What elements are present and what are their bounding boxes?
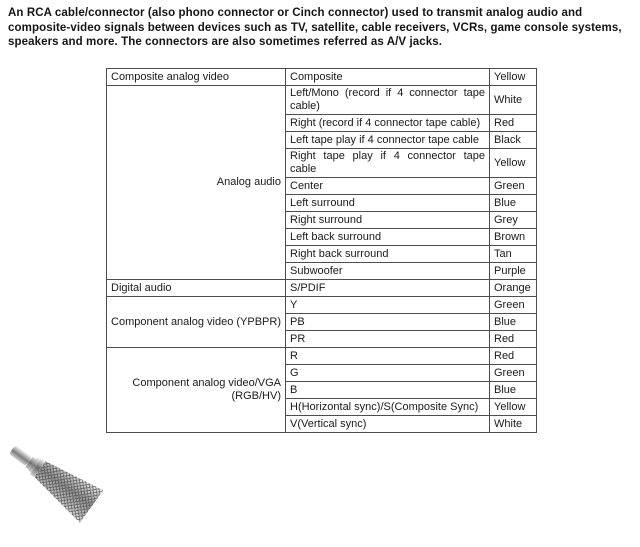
signal-cell: Left back surround bbox=[286, 229, 490, 246]
color-cell: White bbox=[490, 86, 537, 115]
av-connector-table bbox=[106, 68, 537, 433]
signal-cell: Left/Mono (record if 4 connector tape cable) bbox=[286, 86, 490, 115]
signal-cell: Right tape play if 4 connector tape cable bbox=[286, 149, 490, 178]
color-cell: Red bbox=[490, 348, 537, 365]
color-cell: Tan bbox=[490, 246, 537, 263]
color-cell: White bbox=[490, 416, 537, 433]
color-cell: Red bbox=[490, 115, 537, 132]
signal-cell: Left tape play if 4 connector tape cable bbox=[286, 132, 490, 149]
rca-plug-ring bbox=[28, 457, 41, 472]
category-cell: Component analog video/VGA (RGB/HV) bbox=[107, 348, 286, 433]
signal-cell: G bbox=[286, 365, 490, 382]
rca-plug-tip bbox=[9, 445, 32, 466]
rca-connector-photo bbox=[12, 438, 152, 498]
table-row bbox=[107, 86, 537, 115]
color-cell: Red bbox=[490, 331, 537, 348]
signal-cell: Right surround bbox=[286, 212, 490, 229]
color-cell: Blue bbox=[490, 382, 537, 399]
table-row bbox=[107, 280, 537, 297]
av-table-body bbox=[107, 69, 537, 433]
signal-cell: Left surround bbox=[286, 195, 490, 212]
category-cell: Digital audio bbox=[107, 280, 286, 297]
color-cell: Green bbox=[490, 178, 537, 195]
rca-plug-knurled-barrel bbox=[28, 453, 103, 523]
table-row bbox=[107, 69, 537, 86]
intro-paragraph: An RCA cable/connector (also phono connector or Cinch connector) used to transmit analog audio and composite-video signals between devices such as TV, satellite, cable receivers, VCRs, game console systems, speakers and more. The connectors are also sometimes referred as A/V jacks. bbox=[8, 7, 622, 48]
category-cell: Composite analog video bbox=[107, 69, 286, 86]
rca-plug-collar bbox=[25, 456, 36, 469]
signal-cell: R bbox=[286, 348, 490, 365]
color-cell: Black bbox=[490, 132, 537, 149]
table-row bbox=[107, 348, 537, 365]
signal-cell: Subwoofer bbox=[286, 263, 490, 280]
signal-cell: Composite bbox=[286, 69, 490, 86]
color-cell: Blue bbox=[490, 314, 537, 331]
signal-cell: H(Horizontal sync)/S(Composite Sync) bbox=[286, 399, 490, 416]
signal-cell: S/PDIF bbox=[286, 280, 490, 297]
color-cell: Grey bbox=[490, 212, 537, 229]
category-cell: Analog audio bbox=[107, 86, 286, 280]
color-cell: Purple bbox=[490, 263, 537, 280]
color-cell: Green bbox=[490, 297, 537, 314]
color-cell: Yellow bbox=[490, 69, 537, 86]
signal-cell: Center bbox=[286, 178, 490, 195]
table-row bbox=[107, 297, 537, 314]
color-cell: Brown bbox=[490, 229, 537, 246]
signal-cell: PB bbox=[286, 314, 490, 331]
color-cell: Blue bbox=[490, 195, 537, 212]
color-cell: Green bbox=[490, 365, 537, 382]
category-cell: Component analog video (YPBPR) bbox=[107, 297, 286, 348]
signal-cell: Right back surround bbox=[286, 246, 490, 263]
color-cell: Orange bbox=[490, 280, 537, 297]
signal-cell: B bbox=[286, 382, 490, 399]
rca-plug-ring bbox=[30, 458, 45, 476]
rca-plug bbox=[1, 433, 138, 547]
signal-cell: Right (record if 4 connector tape cable) bbox=[286, 115, 490, 132]
color-cell: Yellow bbox=[490, 399, 537, 416]
color-cell: Yellow bbox=[490, 149, 537, 178]
signal-cell: PR bbox=[286, 331, 490, 348]
signal-cell: V(Vertical sync) bbox=[286, 416, 490, 433]
signal-cell: Y bbox=[286, 297, 490, 314]
